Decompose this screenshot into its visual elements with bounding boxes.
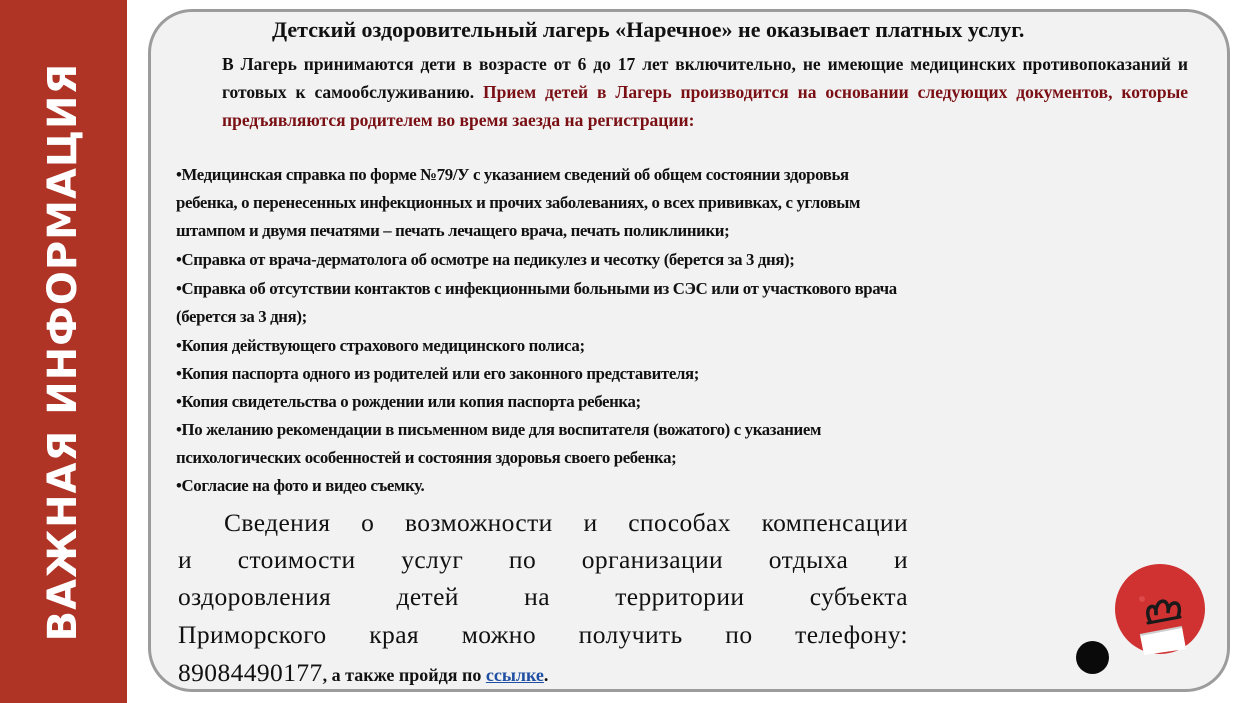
document-line: •По желанию рекомендации в письменном виде для воспитателя (вожатого) с указанием [176,420,822,439]
document-line: •Копия паспорта одного из родителей или его законного представителя; [176,364,699,383]
document-line: •Справка об отсутствии контактов с инфекционными больными из СЭС или от участкового врача [176,279,897,298]
compensation-line: Сведения о возможности и способах компенсации [224,508,908,537]
compensation-line: и стоимости услуг по организации отдыха и [178,545,908,574]
document-line: •Справка от врача-дерматолога об осмотре на педикулез и чесотку (берется за 3 дня); [176,250,795,269]
compensation-line: оздоровления детей на территории субъекта [178,582,908,611]
document-line: штампом и двумя печатями – печать лечащего врача, печать поликлиники; [176,221,730,240]
bullet-dot-icon [1076,641,1109,674]
sidebar-title: ВАЖНАЯ ИНФОРМАЦИЯ [40,62,86,642]
intro-paragraph [222,50,1188,134]
document-line: •Копия действующего страхового медицинского полиса; [176,336,585,355]
chef-hat-icon [1112,563,1208,659]
document-line: •Копия свидетельства о рождении или копия паспорта ребенка; [176,392,641,411]
compensation-line: Приморского края можно получить по телефону: [178,620,908,649]
intro-highlight: Прием детей в Лагерь производится на основании следующих документов, которые предъявляются родителем во время заезда на регистрации [222,82,1188,130]
contact-end: . [543,665,549,685]
phone-number: 89084490177 [178,658,323,687]
compensation-contact-line [178,654,548,694]
compensation-link[interactable]: ссылке [485,665,544,685]
intro-suffix: : [688,110,695,130]
document-line: ребенка, о перенесенных инфекционных и прочих заболеваниях, о всех прививках, с угловым [176,193,861,212]
page-heading: Детский оздоровительный лагерь «Наречное» не оказывает платных услуг. [272,17,1025,42]
document-line: •Медицинская справка по форме №79/У с указанием сведений об общем состоянии здоровья [176,165,849,184]
document-line: (берется за 3 дня); [176,307,307,326]
intro-text: В Лагерь принимаются дети в возрасте от 6 до 17 лет включительно, не имеющие медицинских противопоказаний и готовых к самообслуживанию. [222,54,1188,102]
sidebar-band [0,0,127,703]
document-line: •Согласие на фото и видео съемку. [176,476,425,495]
document-line: психологических особенностей и состояния здоровья своего ребенка; [176,448,677,467]
contact-tail-text: , а также пройдя по [322,665,486,685]
